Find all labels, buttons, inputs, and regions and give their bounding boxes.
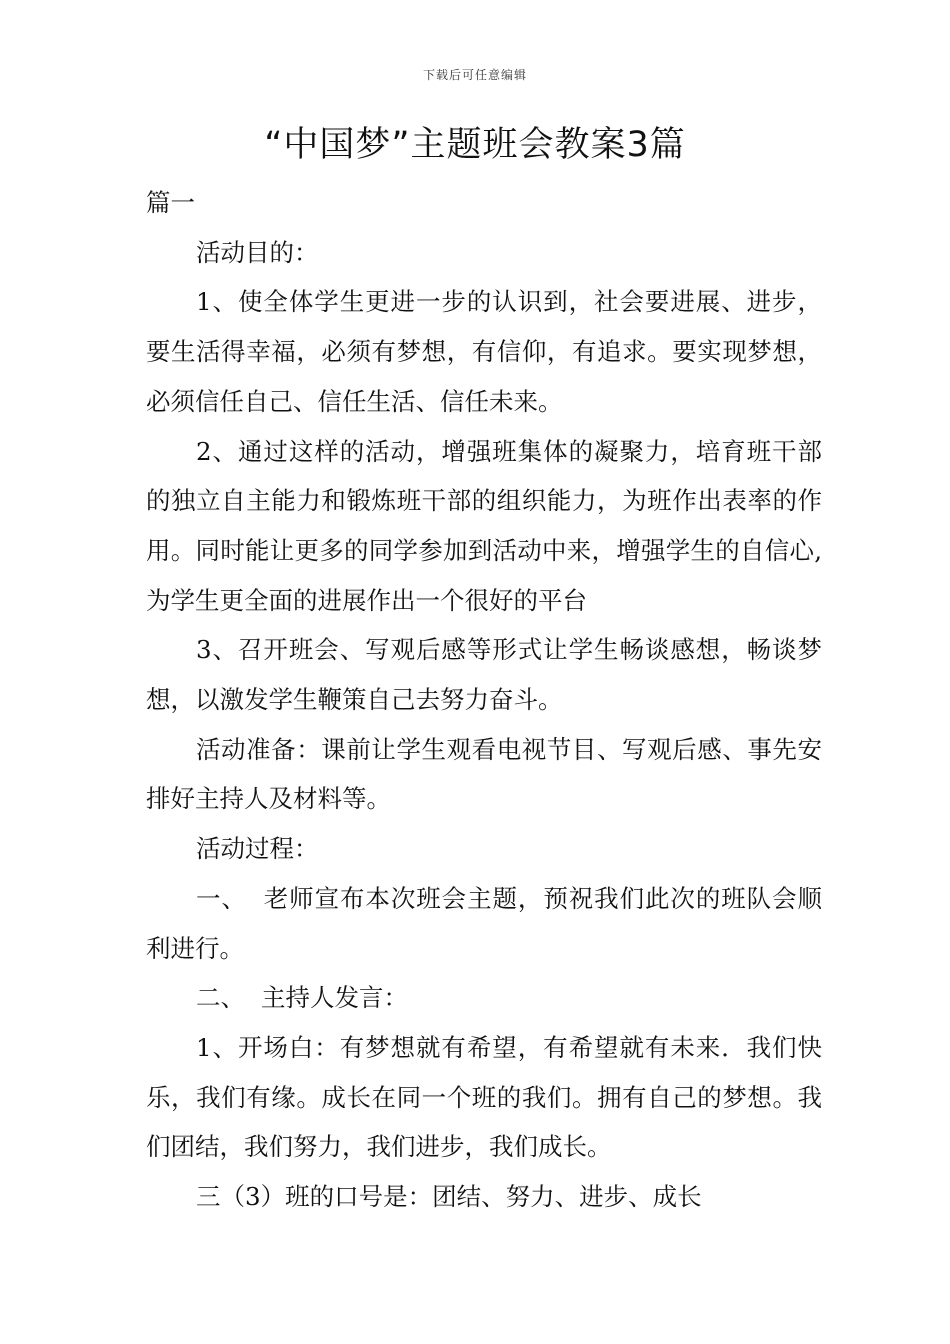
paragraph-goal-1: 1、使全体学生更进一步的认识到，社会要进展、进步，要生活得幸福，必须有梦想，有信仰，有追求。要实现梦想，必须信任自己、信任生活、信任未来。 xyxy=(146,287,822,416)
paragraph-goal-3: 3、召开班会、写观后感等形式让学生畅谈感想，畅谈梦想，以激发学生鞭策自己去努力奋斗。 xyxy=(146,635,822,715)
header-note: 下载后可任意编辑 xyxy=(422,68,527,82)
paragraph-class-slogan: 三（3）班的口号是：团结、努力、进步、成长 xyxy=(196,1182,702,1212)
step-1-number: 一、 xyxy=(196,883,247,913)
paragraph-activity-goal-heading: 活动目的： xyxy=(196,237,319,267)
paragraph-step-1 xyxy=(146,874,822,973)
step-2-number: 二、 xyxy=(196,983,245,1013)
document-body xyxy=(146,178,822,1222)
paragraph-goal-2: 2、通过这样的活动，增强班集体的凝聚力，培育班干部的独立自主能力和锻炼班干部的组织能力，为班作出表率的作用。同时能让更多的同学参加到活动中来，增强学生的自信心,为学生更全面的进展作出一个很好的平台 xyxy=(146,436,822,615)
section-heading: 篇一 xyxy=(146,188,195,217)
paragraph-process-heading: 活动过程： xyxy=(196,834,319,864)
paragraph-step-2 xyxy=(146,973,822,1023)
paragraph-opening: 1、开场白：有梦想就有希望，有希望就有未来．我们快乐，我们有缘。成长在同一个班的我们。拥有自己的梦想。我们团结，我们努力，我们进步，我们成长。 xyxy=(146,1032,822,1162)
paragraph-preparation: 活动准备：课前让学生观看电视节目、写观后感、事先安排好主持人及材料等。 xyxy=(146,734,822,814)
step-2-text: 主持人发言： xyxy=(261,983,408,1013)
document-title: “中国梦”主题班会教案3篇 xyxy=(264,125,686,165)
step-1-text: 老师宣布本次班会主题，预祝我们此次的班队会顺利进行。 xyxy=(146,883,823,963)
